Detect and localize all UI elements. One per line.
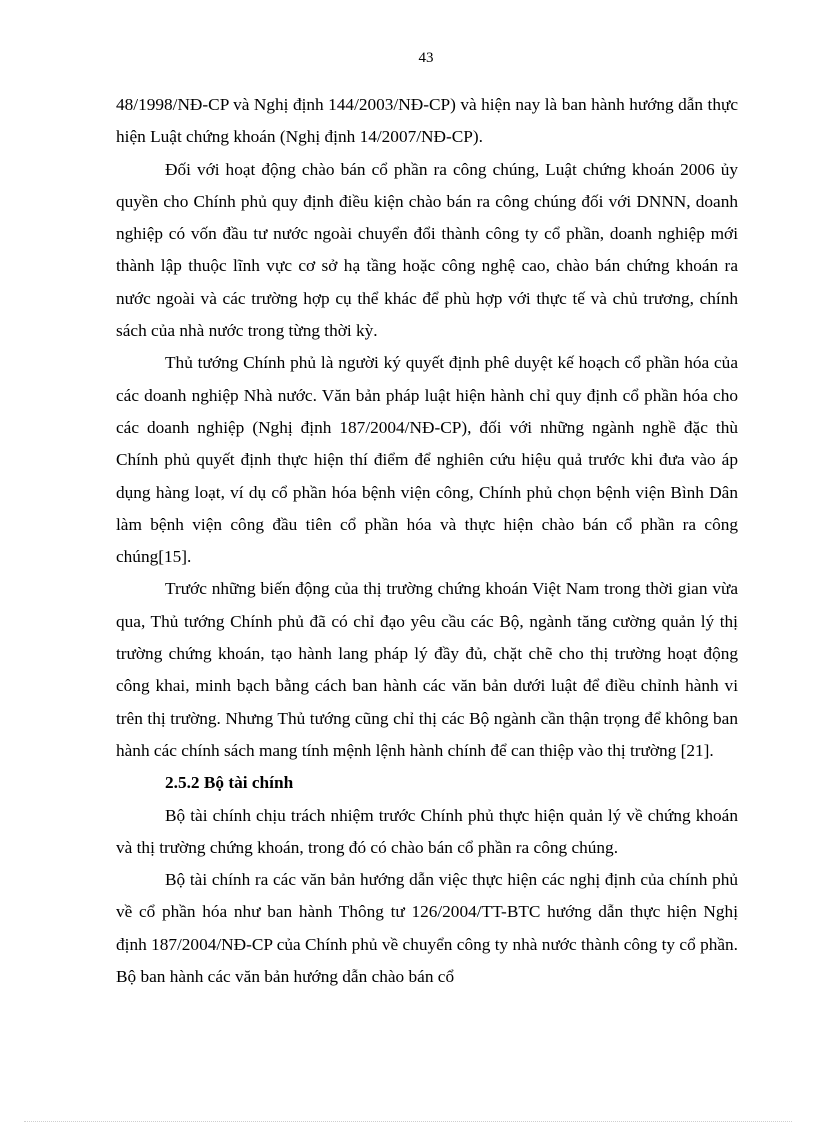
section-heading: 2.5.2 Bộ tài chính <box>165 773 294 793</box>
paragraph-ministry-responsibility: Bộ tài chính chịu trách nhiệm trước Chính phủ thực hiện quản lý về chứng khoán và thị trường chứng khoán, trong đó có chào bán cổ phần ra công chúng. <box>116 805 738 857</box>
document-body <box>116 89 738 993</box>
paragraph-prime-minister: Thủ tướng Chính phủ là người ký quyết định phê duyệt kế hoạch cổ phần hóa của các doanh nghiệp Nhà nước. Văn bản pháp luật hiện hành chỉ quy định cổ phần hóa cho các doanh nghiệp (Nghị định 187/2004/NĐ-CP), đối với những ngành nghề đặc thù Chính phủ quyết định thực hiện thí điểm để nghiên cứu hiệu quả trước khi đưa vào áp dụng hàng loạt, ví dụ cổ phần hóa bệnh viện công, Chính phủ chọn bệnh viện Bình Dân làm bệnh viện công đầu tiên cổ phần hóa và thực hiện chào bán cổ phần ra công chúng[15]. <box>116 353 738 567</box>
paragraph-ministry-documents: Bộ tài chính ra các văn bản hướng dẫn việc thực hiện các nghị định của chính phủ về cổ phần hóa như ban hành Thông tư 126/2004/TT-BTC hướng dẫn thực hiện Nghị định 187/2004/NĐ-CP của Chính phủ về chuyển công ty nhà nước thành công ty cổ phần. Bộ ban hành các văn bản hướng dẫn chào bán cổ <box>116 870 738 987</box>
paragraph-continuation: 48/1998/NĐ-CP và Nghị định 144/2003/NĐ-CP) và hiện nay là ban hành hướng dẫn thực hiện Luật chứng khoán (Nghị định 14/2007/NĐ-CP). <box>116 95 738 147</box>
paragraph-market-fluctuation: Trước những biến động của thị trường chứng khoán Việt Nam trong thời gian vừa qua, Thủ tướng Chính phủ đã có chỉ đạo yêu cầu các Bộ, ngành tăng cường quản lý thị trường chứng khoán, tạo hành lang pháp lý đầy đủ, chặt chẽ cho thị trường hoạt động công khai, minh bạch bằng cách ban hành các văn bản dưới luật để điều chỉnh hành vi trên thị trường. Nhưng Thủ tướng cũng chỉ thị các Bộ ngành cần thận trọng để không ban hành các chính sách mang tính mệnh lệnh hành chính để can thiệp vào thị trường [21]. <box>116 579 738 760</box>
page-bottom-border <box>24 1121 792 1122</box>
page-number: 43 <box>418 50 434 66</box>
paragraph-public-offering: Đối với hoạt động chào bán cổ phần ra công chúng, Luật chứng khoán 2006 ủy quyền cho Chính phủ quy định điều kiện chào bán ra công chúng đối với DNNN, doanh nghiệp có vốn đầu tư nước ngoài chuyển đổi thành công ty cổ phần, doanh nghiệp mới thành lập thuộc lĩnh vực cơ sở hạ tầng hoặc công nghệ cao, chào bán chứng khoán ra nước ngoài và các trường hợp cụ thể khác để phù hợp với thực tế và chủ trương, chính sách của nhà nước trong từng thời kỳ. <box>116 159 738 341</box>
